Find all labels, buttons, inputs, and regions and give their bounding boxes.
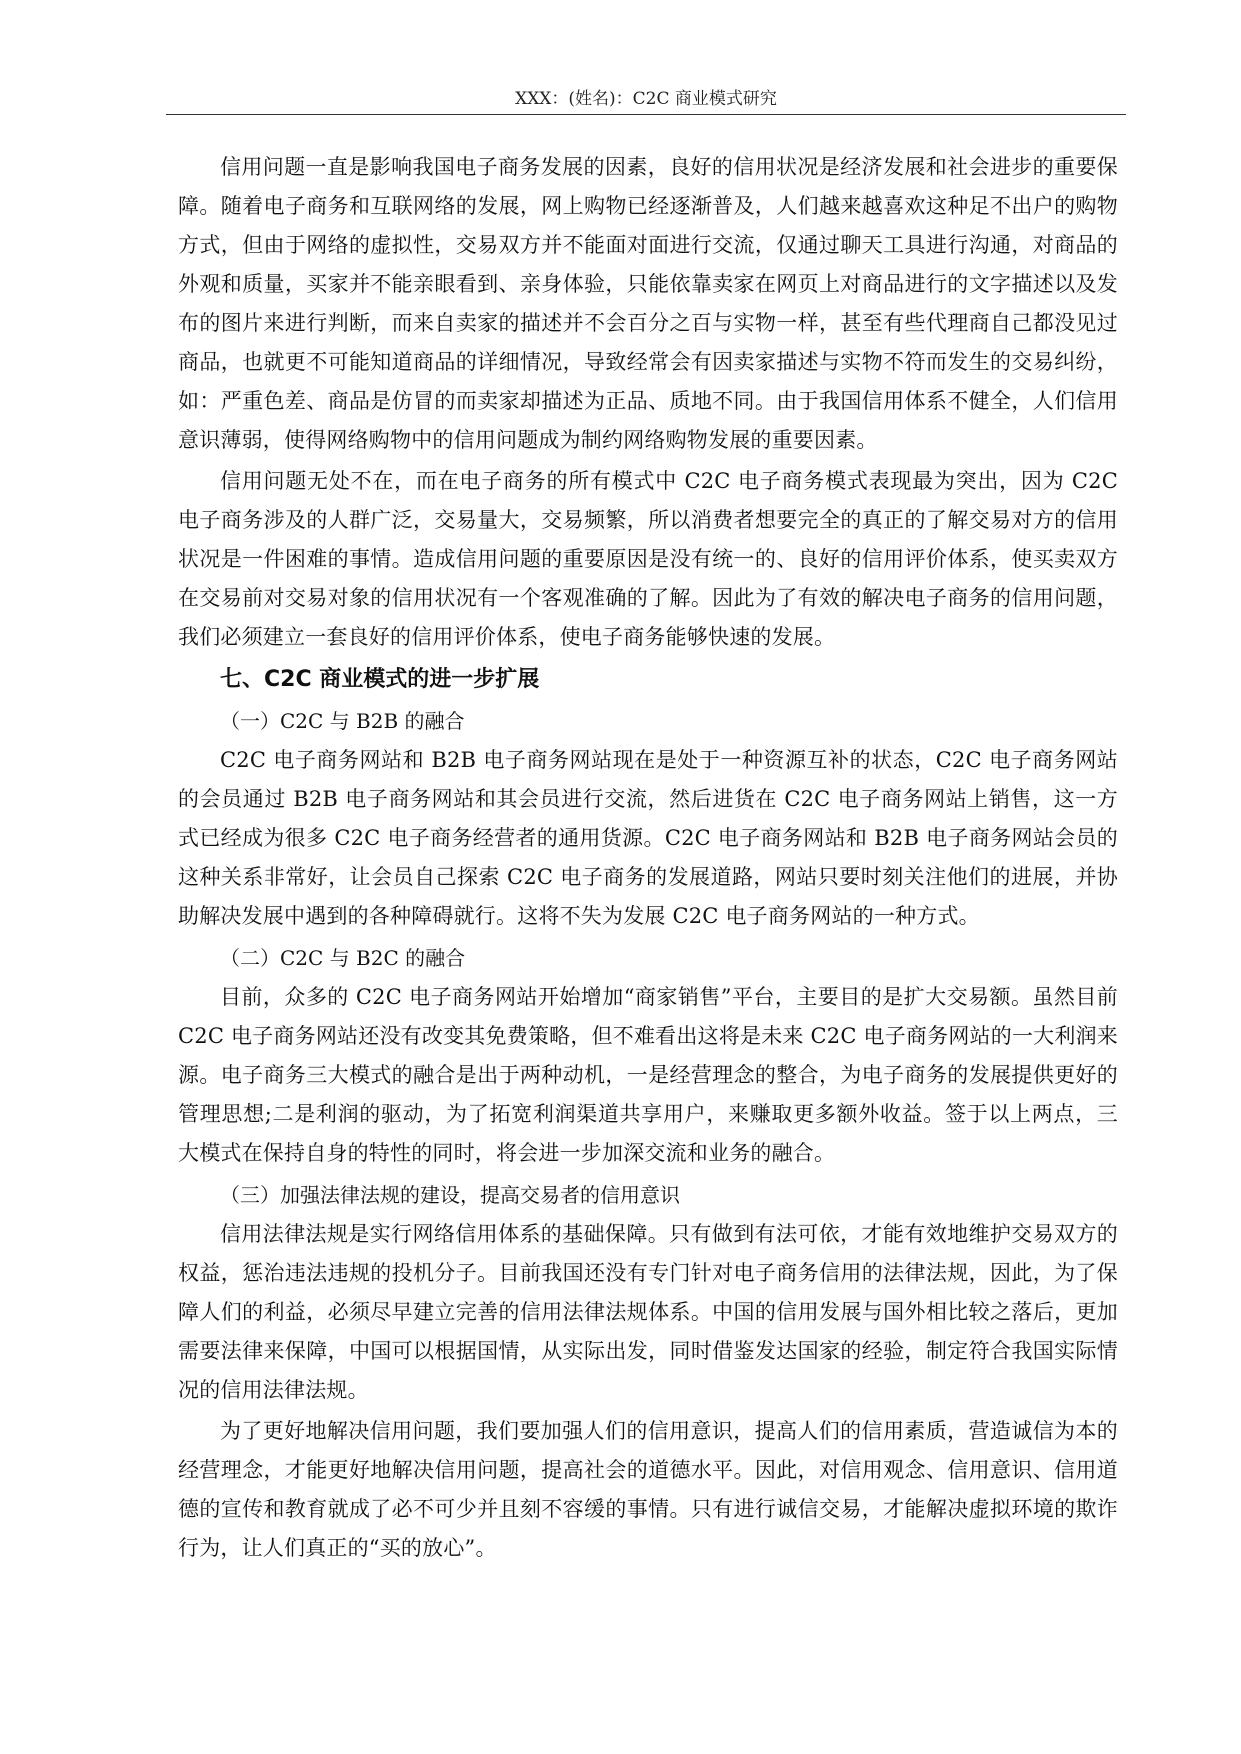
running-header: XXX：(姓名)：C2C 商业模式研究 <box>515 89 777 109</box>
subheading-c2c-b2c: （二）C2C 与 B2C 的融合 <box>220 946 466 970</box>
paragraph-c2c-credit: 信用问题无处不在，而在电子商务的所有模式中 C2C 电子商务模式表现最为突出，因为 C2C 电子商务涉及的人群广泛，交易量大，交易频繁，所以消费者想要完全的真正的了解交易对方的信用状况是一件困难的事情。造成信用问题的重要原因是没有统一的、良好的信用评价体系，使买卖双方在交易前对交易对象的信用状况有一个客观准确的了解。因此为了有效的解决电子商务的信用问题，我们必须建立一套良好的信用评价体系，使电子商务能够快速的发展。 <box>178 469 1118 649</box>
paragraph-awareness: 为了更好地解决信用问题，我们要加强人们的信用意识，提高人们的信用素质，营造诚信为本的经营理念，才能更好地解决信用问题，提高社会的道德水平。因此，对信用观念、信用意识、信用道德的宣传和教育就成了必不可少并且刻不容缓的事情。只有进行诚信交易，才能解决虚拟环境的欺诈行为，让人们真正的“买的放心”。 <box>178 1419 1118 1560</box>
paragraph-c2c-b2c: 目前，众多的 C2C 电子商务网站开始增加“商家销售”平台，主要目的是扩大交易额。虽然目前 C2C 电子商务网站还没有改变其免费策略，但不难看出这将是未来 C2C 电子商务网站的一大利润来源。电子商务三大模式的融合是出于两种动机，一是经营理念的整合，为电子商务的发展提供更好的管理思想;二是利润的驱动，为了拓宽利润渠道共享用户，来赚取更多额外收益。签于以上两点，三大模式在保持自身的特性的同时，将会进一步加深交流和业务的融合。 <box>178 985 1118 1165</box>
subheading-legal: （三）加强法律法规的建设，提高交易者的信用意识 <box>220 1183 680 1207</box>
paragraph-c2c-b2b: C2C 电子商务网站和 B2B 电子商务网站现在是处于一种资源互补的状态，C2C 电子商务网站的会员通过 B2B 电子商务网站和其会员进行交流，然后进货在 C2C 电子商务网站上销售，这一方式已经成为很多 C2C 电子商务经营者的通用货源。C2C 电子商务网站和 B2B 电子商务网站会员的这种关系非常好，让会员自己探索 C2C 电子商务的发展道路，网站只要时刻关注他们的进展，并协助解决发展中遇到的各种障碍就行。这将不失为发展 C2C 电子商务网站的一种方式。 <box>178 748 1118 928</box>
section-heading-7: 七、C2C 商业模式的进一步扩展 <box>220 667 540 692</box>
subheading-c2c-b2b: （一）C2C 与 B2B 的融合 <box>220 709 465 733</box>
paragraph-credit-issue: 信用问题一直是影响我国电子商务发展的因素，良好的信用状况是经济发展和社会进步的重要保障。随着电子商务和互联网络的发展，网上购物已经逐渐普及，人们越来越喜欢这种足不出户的购物方式，但由于网络的虚拟性，交易双方并不能面对面进行交流，仅通过聊天工具进行沟通，对商品的外观和质量，买家并不能亲眼看到、亲身体验，只能依靠卖家在网页上对商品进行的文字描述以及发布的图片来进行判断，而来自卖家的描述并不会百分之百与实物一样，甚至有些代理商自己都没见过商品，也就更不可能知道商品的详细情况，导致经常会有因卖家描述与实物不符而发生的交易纠纷，如：严重色差、商品是仿冒的而卖家却描述为正品、质地不同。由于我国信用体系不健全，人们信用意识薄弱，使得网络购物中的信用问题成为制约网络购物发展的重要因素。 <box>178 155 1118 452</box>
paragraph-legal: 信用法律法规是实行网络信用体系的基础保障。只有做到有法可依，才能有效地维护交易双方的权益，惩治违法违规的投机分子。目前我国还没有专门针对电子商务信用的法律法规，因此，为了保障人们的利益，必须尽早建立完善的信用法律法规体系。中国的信用发展与国外相比较之落后，更加需要法律来保障，中国可以根据国情，从实际出发，同时借鉴发达国家的经验，制定符合我国实际情况的信用法律法规。 <box>178 1222 1118 1402</box>
document-body <box>178 148 1118 1570</box>
header-divider <box>166 114 1126 115</box>
